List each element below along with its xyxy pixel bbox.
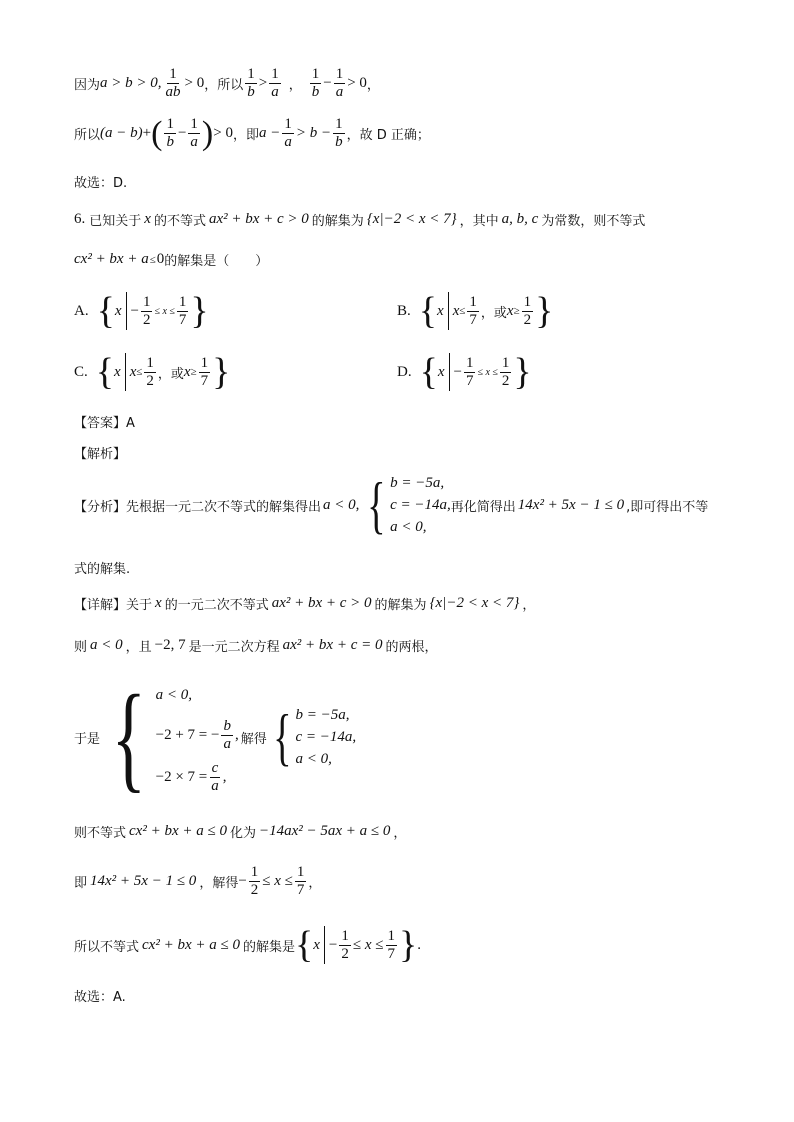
- line-reason-2: [74, 116, 430, 151]
- text: ，或: [157, 366, 184, 382]
- text: 的不等式: [153, 214, 206, 229]
- text: 则: [74, 640, 88, 655]
- text: .: [417, 936, 421, 953]
- fraction: $\frac{1}{2}$: [250, 864, 259, 898]
- math: x: [114, 302, 122, 319]
- detail-line-1: [74, 594, 535, 613]
- math: ax² + bx + c = 0: [282, 637, 383, 653]
- math: 0: [156, 251, 165, 267]
- text: 化为: [229, 826, 256, 841]
- text: ，: [366, 78, 380, 93]
- answer-line: 【答案】A: [74, 416, 135, 431]
- text: ，: [308, 876, 322, 891]
- math: 14x² + 5x − 1 ≤ 0: [517, 496, 625, 513]
- text: 于是: [74, 731, 101, 747]
- fraction: $\frac{1}{7}$: [296, 864, 305, 898]
- text: 的解集为: [374, 598, 427, 613]
- fraction: $\frac{1}{7}$: [465, 354, 474, 389]
- math: x: [452, 302, 460, 319]
- math: cx² + bx + a ≤ 0: [129, 823, 227, 839]
- text: ，: [288, 78, 302, 93]
- math: b = −5a,: [295, 706, 350, 723]
- math: x: [437, 302, 444, 319]
- detail-line-3: [74, 822, 406, 841]
- fraction: $\frac{1}{a}$: [335, 66, 344, 100]
- math: −2 + 7 = −: [155, 726, 220, 743]
- math: >: [258, 75, 268, 91]
- detail-line-2: [74, 636, 438, 655]
- fraction: $\frac{1}{ab}$: [165, 66, 181, 100]
- text: 的解集为: [311, 214, 364, 229]
- option-b[interactable]: [397, 292, 553, 330]
- math: a < 0,: [323, 496, 360, 513]
- right-brace: }: [190, 290, 209, 332]
- left-paren: (: [151, 114, 163, 152]
- math: (a − b): [100, 125, 143, 141]
- math: −: [323, 75, 332, 91]
- math: ≤: [149, 253, 156, 266]
- fraction: $\frac{1}{2}$: [146, 354, 154, 389]
- left-brace: {: [95, 351, 115, 393]
- math: c = −14a,: [295, 728, 357, 745]
- math: ≤ x ≤: [262, 873, 293, 889]
- math: ≥: [513, 305, 520, 317]
- text: ，其中: [459, 214, 499, 229]
- text: ，即: [232, 128, 259, 143]
- math: c = −14a,: [390, 496, 451, 513]
- line-choose-d: 故选：D.: [74, 176, 128, 191]
- text: 解得: [240, 731, 267, 747]
- math: a, b, c: [501, 211, 539, 227]
- math: b = −5a,: [390, 474, 445, 491]
- math: cx² + bx + a ≤ 0: [142, 936, 240, 953]
- text: ，解得: [199, 876, 239, 891]
- text: 【分析】先根据一元二次不等式的解集得出: [74, 499, 322, 515]
- text: ，故 D 正确；: [346, 128, 430, 143]
- fraction: $\frac{1}{a}$: [190, 116, 198, 150]
- math: −14ax² − 5ax + a ≤ 0: [258, 823, 391, 839]
- text: 所以: [74, 128, 101, 143]
- text: ,即可得出不等: [626, 499, 709, 515]
- math: −: [453, 363, 462, 380]
- math: x: [506, 302, 514, 319]
- text: 已知关于: [89, 214, 142, 229]
- right-brace: }: [535, 290, 554, 332]
- text: ，: [393, 826, 407, 841]
- math: x: [155, 595, 162, 611]
- set-bar: [448, 292, 449, 330]
- text: ，且: [125, 640, 152, 655]
- right-brace: }: [212, 351, 231, 393]
- final-answer-line: 故选：A.: [74, 990, 126, 1005]
- left-brace: {: [96, 290, 115, 332]
- option-c[interactable]: [74, 353, 230, 391]
- line-reason-1: [74, 66, 380, 101]
- math: −: [328, 936, 338, 953]
- detail-line-4: [74, 864, 321, 899]
- math: ≥: [190, 366, 197, 378]
- math: ≤: [136, 366, 143, 378]
- detail-line-5: [74, 926, 421, 964]
- option-d[interactable]: [397, 353, 532, 391]
- math: a < 0: [90, 637, 123, 653]
- set-bar: [126, 292, 127, 330]
- math-row: [156, 714, 239, 756]
- text: 则不等式: [74, 826, 127, 841]
- right-brace: }: [513, 351, 532, 393]
- text: 的两根，: [385, 640, 438, 655]
- fraction: $\frac{1}{a}$: [271, 66, 279, 100]
- math: a < 0,: [155, 686, 192, 703]
- text: ，或: [480, 305, 507, 321]
- set-bar: [324, 926, 325, 964]
- math: +: [142, 125, 152, 141]
- fraction: $\frac{c}{a}$: [211, 759, 219, 794]
- equation-system: { b = −5a, c = −14a, a < 0,: [367, 469, 451, 540]
- math: > b −: [295, 125, 332, 141]
- math: −2 × 7 =: [155, 768, 208, 785]
- text: 的一元二次不等式: [164, 598, 269, 613]
- fraction: $\frac{1}{2}$: [501, 354, 510, 389]
- math: {x|−2 < x < 7}: [429, 595, 520, 611]
- equation-system-solved: { b = −5a, c = −14a, a < 0,: [272, 701, 357, 772]
- math: ,: [234, 726, 239, 743]
- math: > 0: [347, 75, 367, 91]
- right-brace: }: [399, 924, 418, 966]
- fraction: $\frac{1}{a}$: [284, 116, 292, 150]
- text: ，: [522, 598, 536, 613]
- math: x: [437, 363, 445, 380]
- analysis-heading: 【解析】: [74, 447, 127, 462]
- math: −: [177, 125, 187, 141]
- text: 再化简得出: [450, 499, 516, 515]
- equation-system-given: { a < 0, −2 + 7 = − $\frac{b}{a}$ , −2 × 7 = $\frac{c}{a}$ ,: [111, 670, 239, 803]
- fraction: $\frac{1}{b}$: [311, 66, 320, 100]
- analysis-line-2: 式的解集.: [74, 562, 131, 577]
- fraction: $\frac{1}{2}$: [523, 293, 532, 328]
- math: x: [114, 363, 121, 380]
- math: x: [129, 363, 137, 380]
- math-row: [156, 756, 239, 798]
- set-bar: [125, 353, 126, 391]
- left-brace: {: [419, 351, 438, 393]
- fraction: $\frac{1}{b}$: [247, 66, 255, 100]
- fraction: $\frac{1}{7}$: [387, 927, 395, 962]
- text: 的解集是（ ）: [164, 254, 269, 269]
- fraction: $\frac{b}{a}$: [223, 717, 231, 752]
- detail-system: [74, 670, 357, 803]
- right-paren: ): [201, 114, 214, 152]
- left-brace: {: [294, 924, 314, 966]
- option-a[interactable]: [74, 292, 209, 330]
- left-brace: {: [418, 290, 438, 332]
- text: ，所以: [204, 78, 244, 93]
- math: ax² + bx + c > 0: [208, 211, 309, 227]
- math: {x|−2 < x < 7}: [366, 211, 457, 227]
- fraction: $\frac{1}{7}$: [200, 354, 209, 389]
- fraction: $\frac{1}{b}$: [335, 116, 343, 150]
- math: ≤: [459, 305, 466, 317]
- math: > 0: [213, 125, 233, 141]
- math: a −: [258, 125, 281, 141]
- math: ≤ x ≤: [352, 936, 384, 953]
- text: 即: [74, 876, 88, 891]
- math: a < 0,: [390, 518, 427, 535]
- set-bar: [449, 353, 450, 391]
- math: ≤ x ≤: [154, 305, 175, 317]
- question-number: 6.: [74, 211, 86, 227]
- text: 【详解】关于: [74, 598, 153, 613]
- math: a > b > 0,: [100, 75, 162, 91]
- text: 为常数，则不等式: [541, 214, 646, 229]
- text: 是一元二次方程: [188, 640, 280, 655]
- math: −2, 7: [154, 637, 186, 653]
- math: x: [183, 363, 191, 380]
- fraction: $\frac{1}{7}$: [469, 293, 477, 328]
- fraction: $\frac{1}{2}$: [142, 293, 151, 328]
- question-6-line-2: [74, 250, 268, 269]
- math: x: [313, 936, 320, 953]
- math: cx² + bx + a: [74, 251, 149, 267]
- math: −: [238, 873, 247, 889]
- math: −: [130, 302, 139, 319]
- math: a < 0,: [295, 750, 332, 767]
- fraction: $\frac{1}{7}$: [178, 293, 187, 328]
- math: > 0: [184, 75, 205, 91]
- fraction: $\frac{1}{b}$: [166, 116, 174, 150]
- math: 14x² + 5x − 1 ≤ 0: [90, 873, 197, 889]
- option-label: C.: [74, 363, 88, 380]
- option-label: A.: [74, 302, 89, 319]
- math: ,: [222, 768, 227, 785]
- analysis-line: [74, 469, 709, 540]
- text: 所以不等式: [74, 939, 140, 955]
- math: ax² + bx + c > 0: [271, 595, 372, 611]
- text: 的解集是: [242, 939, 295, 955]
- text: 因为: [74, 78, 101, 93]
- math: ≤ x ≤: [477, 366, 498, 378]
- option-label: B.: [397, 302, 411, 319]
- fraction: $\frac{1}{2}$: [341, 927, 349, 962]
- option-label: D.: [397, 363, 412, 380]
- question-6-line-1: [74, 210, 645, 229]
- math: x: [144, 211, 151, 227]
